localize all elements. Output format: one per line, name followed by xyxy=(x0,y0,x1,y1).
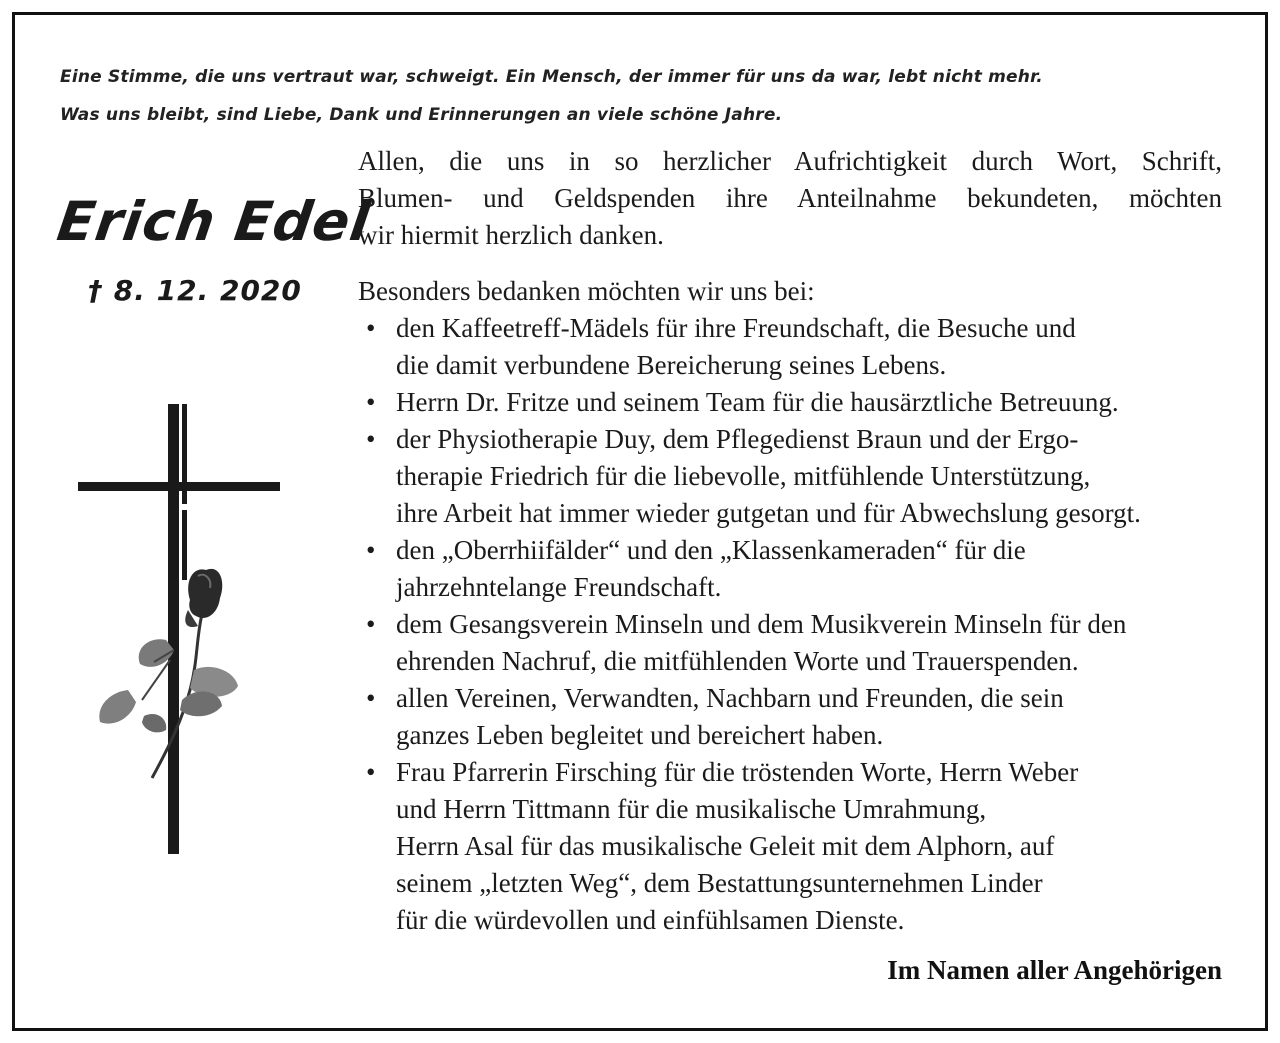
thanks-item-line: ganzes Leben begleitet und bereichert haben. xyxy=(396,720,884,750)
thanks-heading: Besonders bedanken möchten wir uns bei: xyxy=(358,276,815,306)
thanks-item-line: den „Oberrhiifälder“ und den „Klassenkameraden“ für die xyxy=(396,535,1026,565)
cross-with-rose xyxy=(70,400,300,860)
thanks-item-line: der Physiotherapie Duy, dem Pflegedienst Braun und der Ergo- xyxy=(396,424,1079,454)
thanks-item-line: allen Vereinen, Verwandten, Nachbarn und Freunden, die sein xyxy=(396,683,1064,713)
thanks-item xyxy=(358,310,1222,384)
thank-you-text xyxy=(358,143,1222,939)
bullet-icon: • xyxy=(366,609,376,639)
thanks-item-line: Frau Pfarrerin Firsching für die tröstenden Worte, Herrn Weber xyxy=(396,757,1079,787)
bullet-icon: • xyxy=(366,535,376,565)
thanks-item-line: für die würdevollen und einfühlsamen Dienste. xyxy=(396,905,905,935)
thanks-item xyxy=(358,384,1222,421)
thanks-item xyxy=(358,421,1222,532)
motto-line-1: Eine Stimme, die uns vertraut war, schweigt. Ein Mensch, der immer für uns da war, lebt nicht mehr. xyxy=(60,67,1043,87)
bullet-icon: • xyxy=(366,313,376,343)
thanks-item-line: ihre Arbeit hat immer wieder gutgetan und für Abwechslung gesorgt. xyxy=(396,498,1141,528)
intro-line: wir hiermit herzlich danken. xyxy=(358,220,664,250)
bullet-icon: • xyxy=(366,424,376,454)
thanks-item-line: ehrenden Nachruf, die mitfühlenden Worte und Trauerspenden. xyxy=(396,646,1079,676)
thanks-item-line: therapie Friedrich für die liebevolle, mitfühlende Unterstützung, xyxy=(396,461,1091,491)
thanks-item-line: jahrzehntelange Freundschaft. xyxy=(396,572,722,602)
thanks-item-line: den Kaffeetreff-Mädels für ihre Freundschaft, die Besuche und xyxy=(396,313,1076,343)
bullet-icon: • xyxy=(366,387,376,417)
motto-line-2: Was uns bleibt, sind Liebe, Dank und Erinnerungen an viele schöne Jahre. xyxy=(60,105,783,125)
thanks-item-line: Herrn Asal für das musikalische Geleit mit dem Alphorn, auf xyxy=(396,831,1055,861)
thanks-item-line: die damit verbundene Bereicherung seines Lebens. xyxy=(396,350,947,380)
thanks-item-line: und Herrn Tittmann für die musikalische Umrahmung, xyxy=(396,794,987,824)
bullet-icon: • xyxy=(366,683,376,713)
intro-line: Allen, die uns in so herzlicher Aufrichtigkeit durch Wort, Schrift, xyxy=(358,146,1222,176)
cross-icon xyxy=(78,404,280,854)
thanks-list xyxy=(358,310,1222,939)
deceased-name: Erich Edel xyxy=(53,190,375,253)
thanks-item-line: Herrn Dr. Fritze und seinem Team für die hausärztliche Betreuung. xyxy=(396,387,1119,417)
thanks-item xyxy=(358,754,1222,939)
intro-paragraph xyxy=(358,143,1222,254)
thanks-item xyxy=(358,606,1222,680)
thanks-item xyxy=(358,532,1222,606)
death-date: † 8. 12. 2020 xyxy=(88,274,302,307)
thanks-item xyxy=(358,680,1222,754)
intro-line: Blumen- und Geldspenden ihre Anteilnahme bekundeten, möchten xyxy=(358,183,1222,213)
signature: Im Namen aller Angehörigen xyxy=(887,955,1222,985)
motto-quote xyxy=(60,58,1210,134)
thanks-item-line: seinem „letzten Weg“, dem Bestattungsunternehmen Linder xyxy=(396,868,1043,898)
bullet-icon: • xyxy=(366,757,376,787)
thanks-item-line: dem Gesangsverein Minseln und dem Musikverein Minseln für den xyxy=(396,609,1127,639)
